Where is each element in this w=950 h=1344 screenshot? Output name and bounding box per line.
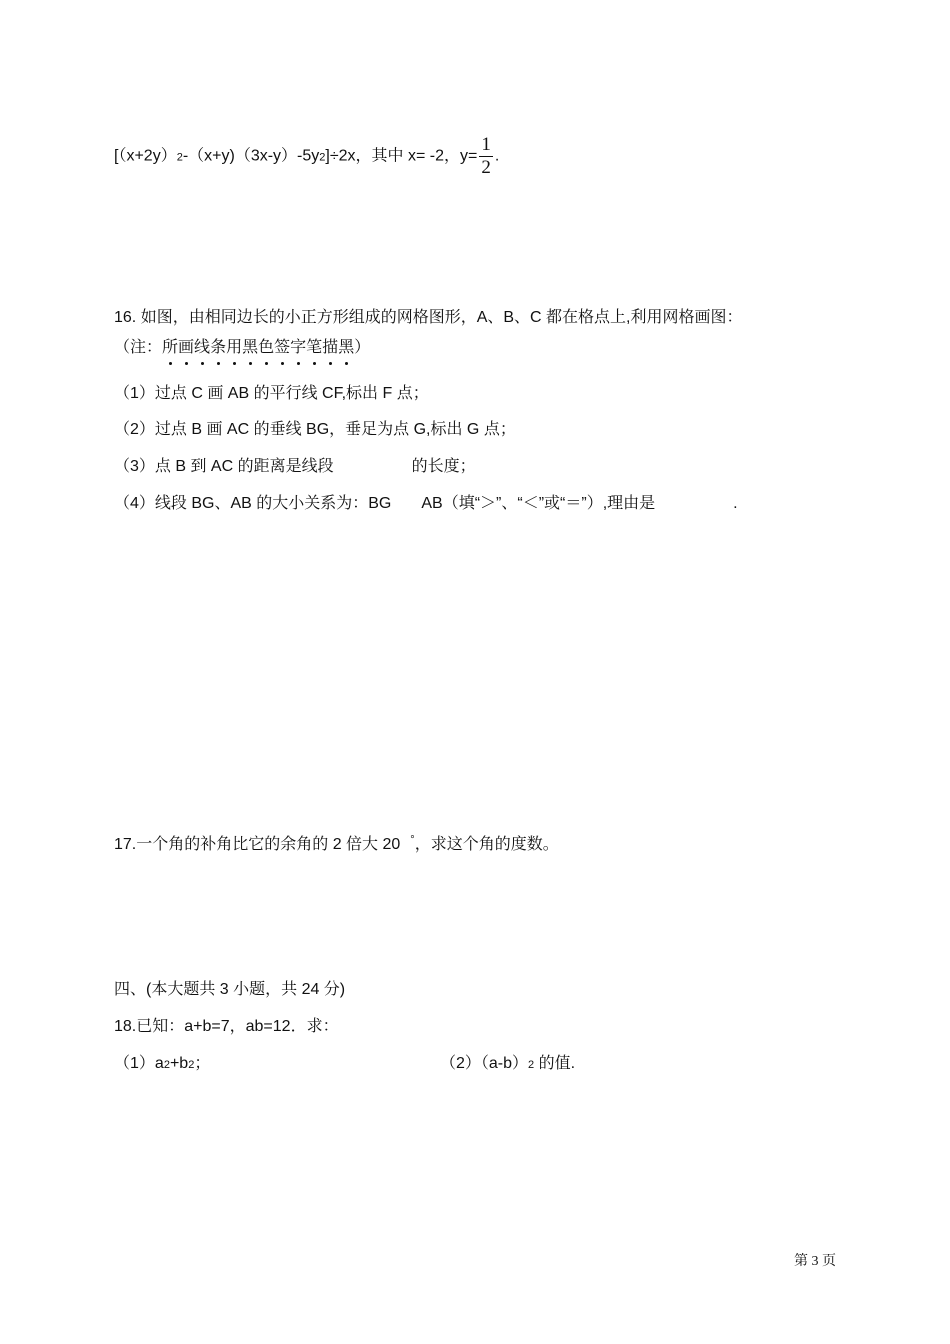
q17-text-b: ，求这个角的度数。	[414, 836, 559, 853]
q15-fraction	[479, 134, 493, 179]
q18-part-1	[114, 1054, 210, 1075]
degree-symbol: °	[410, 834, 415, 846]
q16-item-4	[114, 494, 738, 514]
q18-p1-text-a: （1）a	[114, 1055, 164, 1072]
q18-given: 18.已知：a+b=7，ab=12．求：	[114, 1018, 339, 1035]
emphasis-char: 字	[290, 339, 307, 356]
emphasis-char: 笔	[306, 339, 323, 356]
q15-exponent: 2	[176, 151, 183, 164]
exponent: 2	[163, 1059, 170, 1071]
q15-expression	[114, 134, 499, 179]
emphasis-char: 色	[258, 339, 275, 356]
q18-part-2	[440, 1054, 575, 1075]
exponent: 2	[188, 1059, 195, 1071]
q18-p1-text-b: +b	[169, 1055, 189, 1072]
exponent: 2	[528, 1059, 535, 1071]
emphasis-char: 黑	[242, 339, 259, 356]
fraction-denominator: 2	[481, 157, 491, 178]
q16-note	[114, 338, 370, 358]
section-4-heading: 四、(本大题共 3 小题，共 24 分)	[114, 981, 346, 998]
q16-item-4-text-b: AB（填“＞”、“＜”或“＝”）,理由是	[421, 495, 656, 512]
q16-item-1: （1）过点 C 画 AB 的平行线 CF,标出 F 点；	[114, 385, 429, 402]
emphasis-char: 所	[162, 339, 179, 356]
q16-item-3-text-b: 的长度；	[411, 458, 476, 475]
q16-note-emphasis	[162, 338, 354, 358]
q18-p1-text-c: ；	[194, 1055, 211, 1072]
q16-item-3	[114, 457, 476, 477]
q15-expr-part-c: ]÷2x，其中 x= -2，y=	[325, 147, 478, 165]
q16-item-4-text-c: .	[733, 495, 738, 512]
emphasis-char: 描	[322, 339, 339, 356]
q16-intro: 16. 如图，由相同边长的小正方形组成的网格图形，A、B、C 都在格点上,利用网格画图：	[114, 309, 743, 326]
emphasis-char: 条	[210, 339, 227, 356]
q15-expr-part-a: [（x+2y）	[114, 147, 177, 165]
q17-text	[114, 830, 559, 855]
emphasis-char: 画	[178, 339, 195, 356]
q16-note-close: ）	[354, 339, 371, 356]
q15-exponent: 2	[319, 151, 326, 164]
q18-p2-text-b: 的值.	[534, 1055, 576, 1072]
q16-note-open: （注：	[114, 339, 163, 356]
q17-text-a: 17.一个角的补角比它的余角的 2 倍大 20	[114, 836, 401, 853]
emphasis-char: 黑	[338, 339, 355, 356]
q15-expr-part-b: -（x+y)（3x-y）-5y	[182, 147, 320, 165]
page-number: 第 3 页	[794, 1254, 836, 1269]
q16-item-2: （2）过点 B 画 AC 的垂线 BG，垂足为点 G,标出 G 点；	[114, 421, 516, 438]
emphasis-char: 线	[194, 339, 211, 356]
emphasis-char: 用	[226, 339, 243, 356]
q18-p2-text-a: （2）（a-b）	[440, 1055, 529, 1072]
fraction-numerator: 1	[481, 134, 491, 155]
emphasis-char: 签	[274, 339, 291, 356]
q16-item-4-text-a: （4）线段 BG、AB 的大小关系为：BG	[114, 495, 392, 512]
q16-item-3-text-a: （3）点 B 到 AC 的距离是线段	[114, 458, 334, 475]
q15-period: .	[494, 147, 500, 165]
